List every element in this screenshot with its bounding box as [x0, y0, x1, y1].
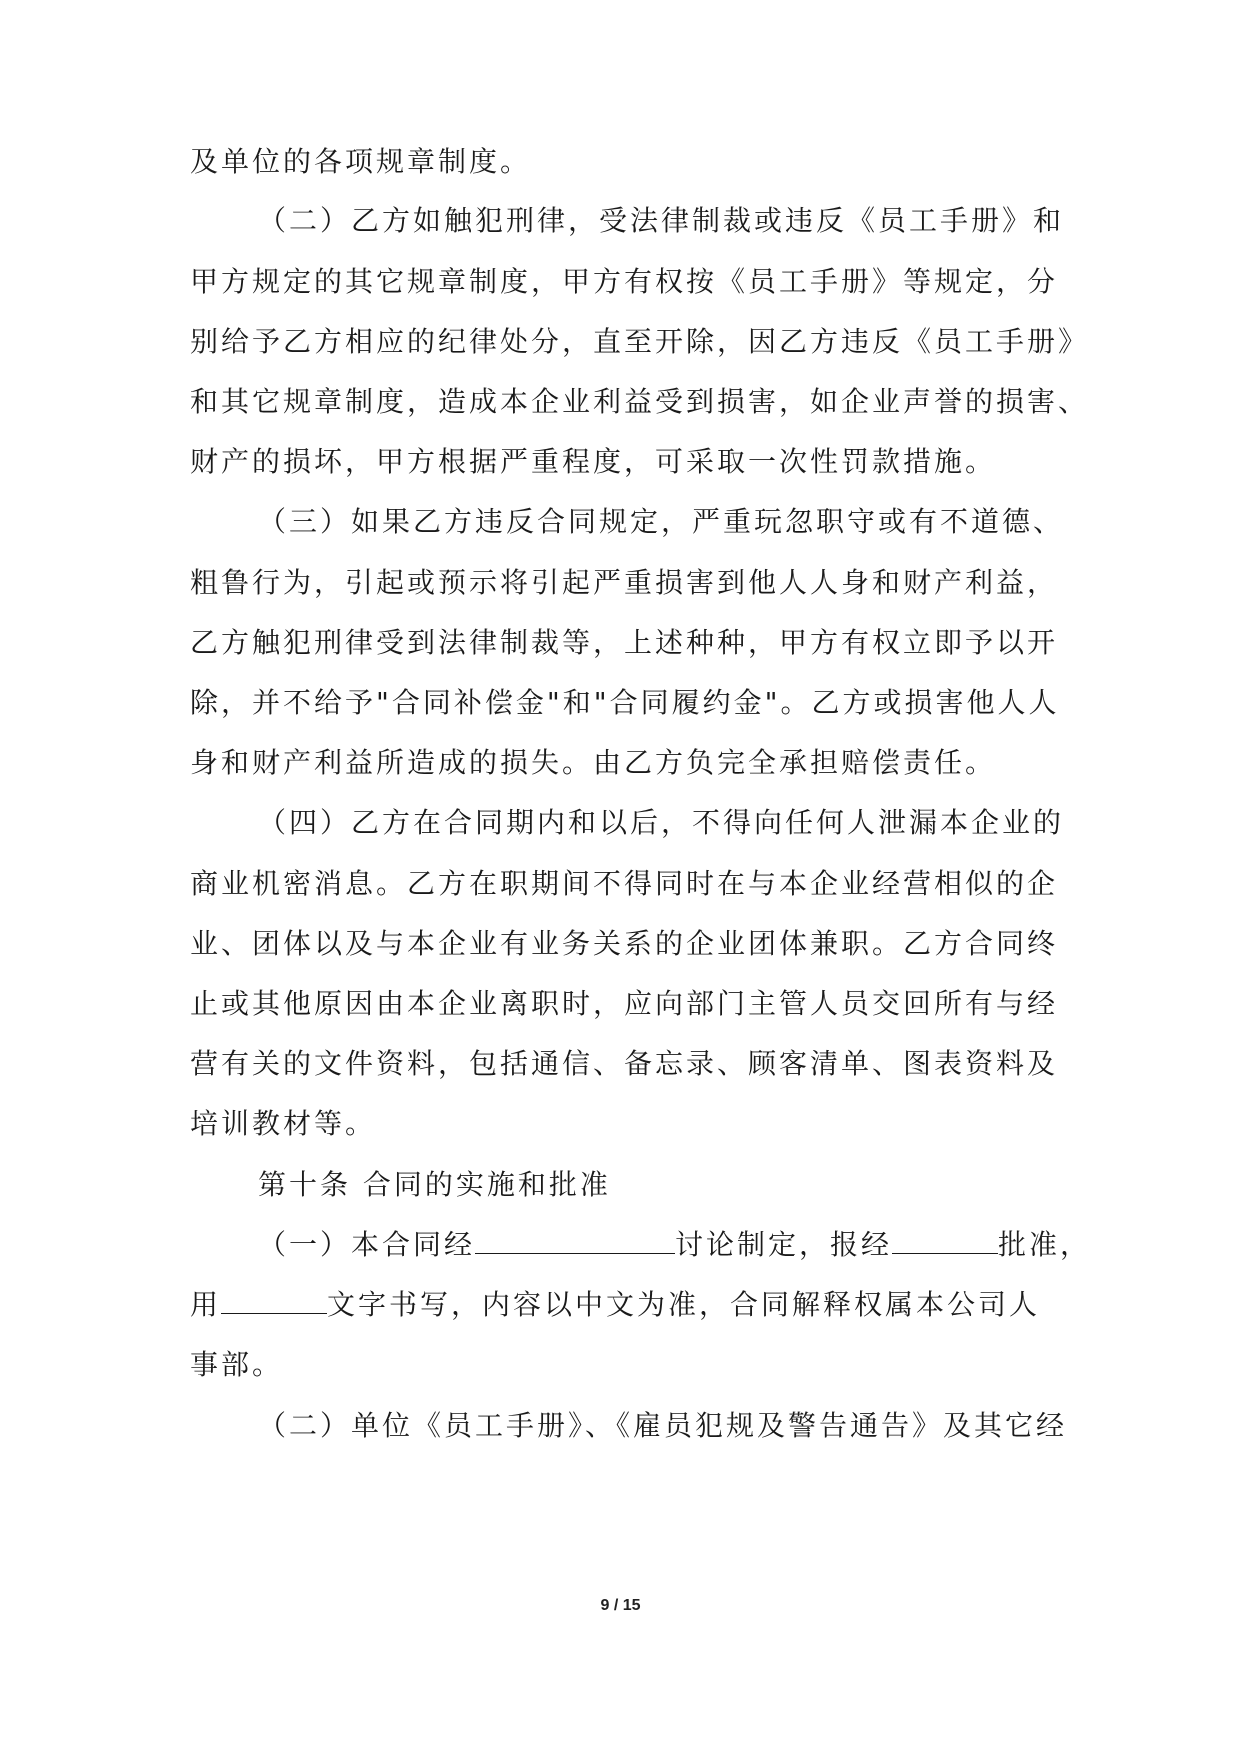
body-line: 甲方规定的其它规章制度，甲方有权按《员工手册》等规定，分 — [190, 265, 1059, 298]
body-line: （三）如果乙方违反合同规定，严重玩忽职守或有不道德、 — [258, 505, 1065, 538]
body-line: 及单位的各项规章制度。 — [190, 145, 532, 178]
body-line: （二）乙方如触犯刑律，受法律制裁或违反《员工手册》和 — [258, 204, 1065, 237]
body-line: 培训教材等。 — [190, 1107, 377, 1140]
body-line: 乙方触犯刑律受到法律制裁等，上述种种，甲方有权立即予以开 — [190, 626, 1059, 659]
fill-in-blank[interactable] — [475, 1227, 675, 1254]
fill-in-blank[interactable] — [221, 1287, 327, 1314]
body-line: 除，并不给予"合同补偿金"和"合同履约金"。乙方或损害他人人 — [190, 686, 1060, 719]
body-line: 营有关的文件资料，包括通信、备忘录、顾客清单、图表资料及 — [190, 1047, 1059, 1080]
page-number: 9 / 15 — [600, 1597, 641, 1614]
clause-two-line: （二）单位《员工手册》、《雇员犯规及警告通告》及其它经 — [258, 1409, 1068, 1442]
body-line: 止或其他原因由本企业离职时，应向部门主管人员交回所有与经 — [190, 987, 1059, 1020]
clause-text: 用 — [190, 1288, 222, 1321]
body-line: 财产的损坏，甲方根据严重程度，可采取一次性罚款措施。 — [190, 445, 997, 478]
body-line: 和其它规章制度，造成本企业利益受到损害，如企业声誉的损害、 — [190, 385, 1090, 418]
body-line: （四）乙方在合同期内和以后，不得向任何人泄漏本企业的 — [258, 806, 1065, 839]
clause-text: 文字书写，内容以中文为准，合同解释权属本公司人 — [327, 1288, 1041, 1321]
clause-text: 批准， — [998, 1228, 1092, 1261]
body-line: 商业机密消息。乙方在职期间不得同时在与本企业经营相似的企 — [190, 867, 1059, 900]
body-line: 粗鲁行为，引起或预示将引起严重损害到他人人身和财产利益， — [190, 566, 1059, 599]
body-line: 身和财产利益所造成的损失。由乙方负完全承担赔偿责任。 — [190, 746, 997, 779]
fill-in-blank[interactable] — [892, 1227, 998, 1254]
clause-text: 讨论制定，报经 — [675, 1228, 893, 1261]
clause-one-line — [190, 1285, 1050, 1325]
clause-one-line — [258, 1225, 1118, 1265]
body-line: 别给予乙方相应的纪律处分，直至开除，因乙方违反《员工手册》 — [190, 325, 1090, 358]
body-line: 业、团体以及与本企业有业务关系的企业团体兼职。乙方合同终 — [190, 927, 1059, 960]
clause-text: （一）本合同经 — [258, 1228, 476, 1261]
article-heading: 第十条 合同的实施和批准 — [258, 1168, 611, 1201]
clause-one-line: 事部。 — [190, 1348, 284, 1381]
